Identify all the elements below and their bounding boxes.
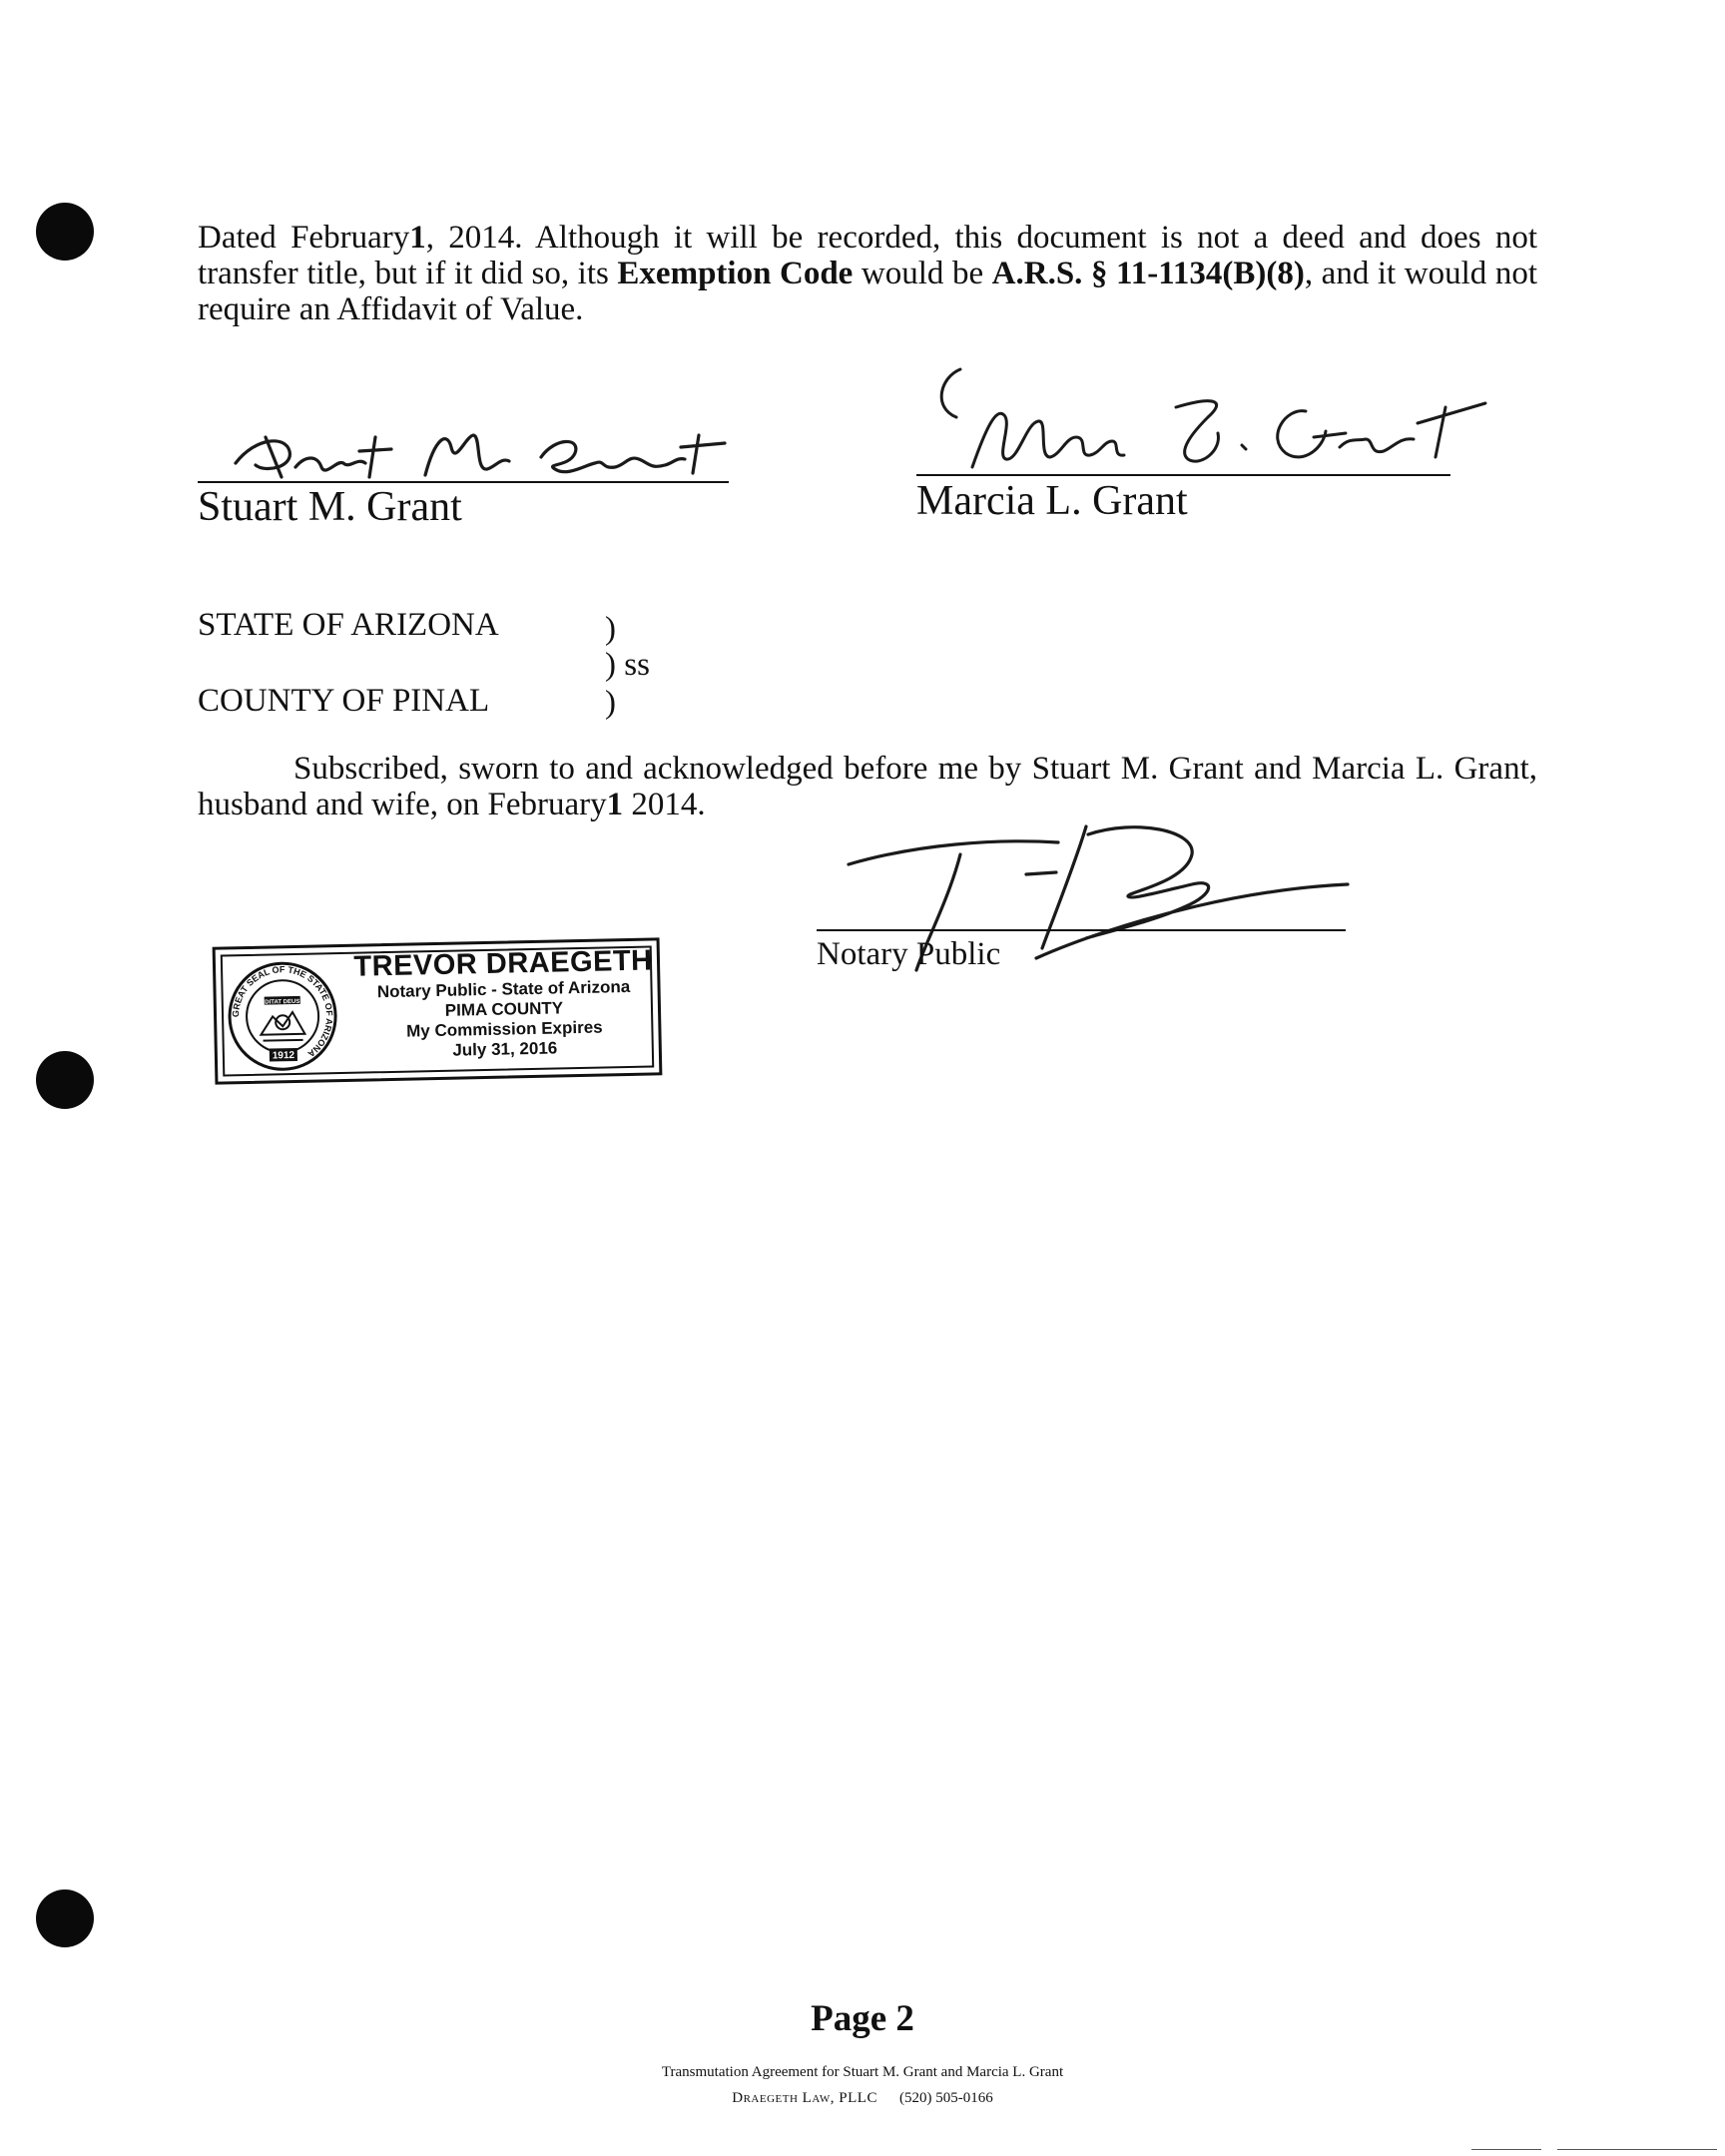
stamp-county: PIMA COUNTY <box>444 998 564 1020</box>
footer-firm-line <box>0 2089 1725 2107</box>
state-seal-icon <box>226 959 339 1073</box>
punch-hole <box>36 1889 94 1947</box>
punch-hole <box>36 203 94 261</box>
stamp-text-block <box>353 944 655 1062</box>
venue-bracket: ) <box>605 685 616 721</box>
seal-text: GREAT SEAL OF THE STATE OF ARIZONA <box>230 964 335 1060</box>
footer-title: Transmutation Agreement for Stuart M. Grant and Marcia L. Grant <box>661 2064 1064 2080</box>
page-number: Page 2 <box>811 1998 914 2039</box>
signer-name-marcia: Marcia L. Grant <box>916 478 1188 524</box>
signature-line <box>817 929 1346 931</box>
dated-text: , and it would not require an Affidavit of Value. <box>198 256 1537 327</box>
scan-mark <box>1557 2149 1717 2150</box>
exemption-code-term: Exemption Code <box>617 256 854 291</box>
notary-stamp <box>213 937 663 1084</box>
notary-public-label: Notary Public <box>817 936 1001 972</box>
dated-paragraph <box>198 220 1537 327</box>
venue-state: STATE OF ARIZONA <box>198 607 499 643</box>
firm-name: Draegeth Law, PLLC <box>732 2090 877 2106</box>
venue-county: COUNTY OF PINAL <box>198 683 490 719</box>
notary-name: TREVOR DRAEGETH <box>353 944 653 983</box>
scan-mark <box>1471 2149 1541 2150</box>
dated-text: Dated February <box>198 220 410 256</box>
acknowledgment-paragraph <box>198 751 1537 822</box>
signature-line <box>916 474 1450 476</box>
dated-text: , 2014. Although it will be recorded, this document is not a deed and does not transfer title, but if it did so, its <box>198 220 1537 291</box>
acknowledgment-text: Subscribed, sworn to and acknowledged before me by Stuart M. Grant and Marcia L. Grant, husband and wife, on February <box>198 751 1537 822</box>
firm-phone: (520) 505-0166 <box>898 2090 993 2106</box>
venue-ss: ) ss <box>605 647 650 683</box>
seal-year: 1912 <box>272 1050 295 1062</box>
venue-bracket: ) <box>605 611 616 647</box>
seal-motto: DITAT DEUS <box>265 998 300 1006</box>
punch-hole <box>36 1051 94 1109</box>
acknowledgment-text: 2014. <box>623 787 706 822</box>
dated-text: would be <box>853 256 992 291</box>
stamp-expiry-date: July 31, 2016 <box>452 1038 558 1060</box>
marcia-signature <box>926 367 1495 485</box>
statute-citation: A.R.S. § 11-1134(B)(8) <box>991 256 1305 291</box>
stamp-expiry-label: My Commission Expires <box>405 1017 603 1041</box>
signer-name-stuart: Stuart M. Grant <box>198 484 462 530</box>
stamp-title: Notary Public - State of Arizona <box>376 976 631 1002</box>
handwritten-day: 1 <box>606 787 624 822</box>
stuart-signature <box>226 407 745 487</box>
handwritten-day: 1 <box>409 220 426 256</box>
